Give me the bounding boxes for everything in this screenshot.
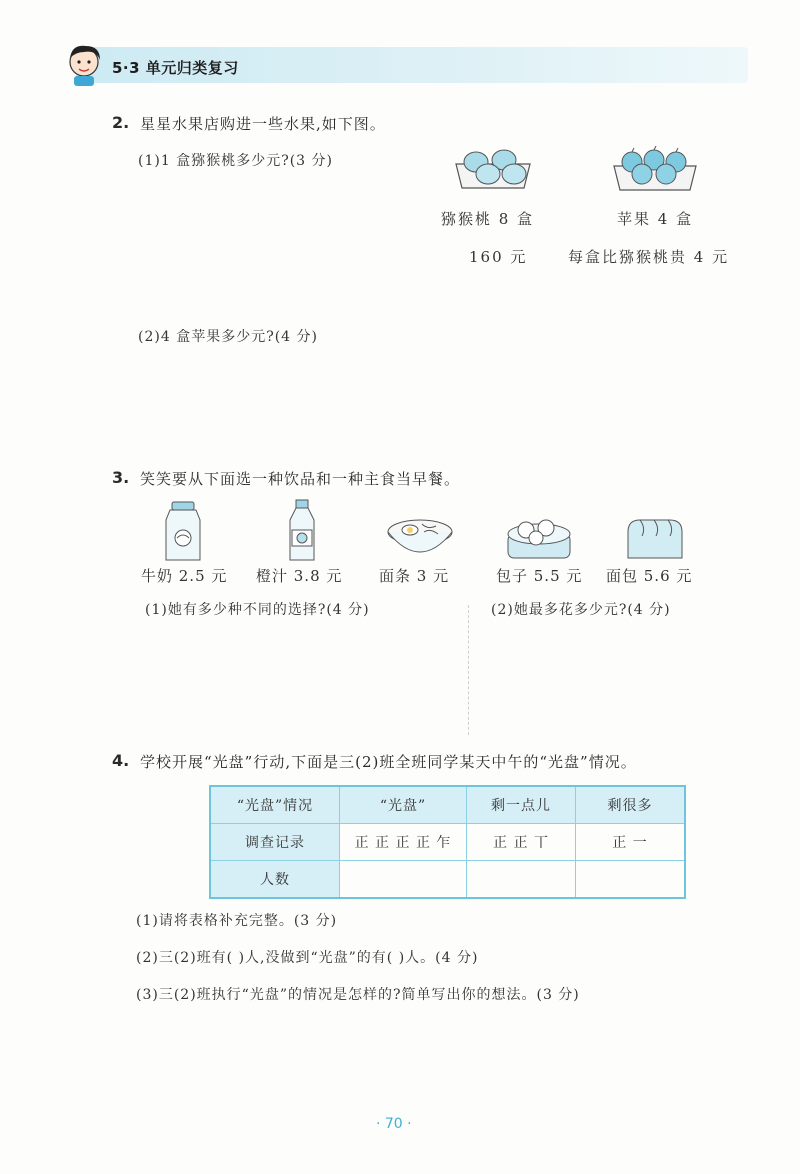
page-number: · 70 ·: [376, 1116, 412, 1132]
milk-bottle-icon: [162, 500, 204, 564]
table-row: [210, 824, 685, 861]
kiwi-box-icon: [452, 146, 534, 192]
apple-box-icon: [610, 142, 700, 194]
q3-sub2: (2)她最多花多少元?(4 分): [491, 602, 671, 618]
kiwi-label: 猕猴桃 8 盒: [441, 210, 535, 228]
q2-text: 星星水果店购进一些水果,如下图。: [140, 115, 386, 133]
q3-number: 3.: [112, 468, 130, 487]
apple-label: 苹果 4 盒: [617, 210, 694, 228]
table-cell: 正 正 正 正 乍: [340, 824, 467, 861]
food-item-juice: 橙汁 3.8 元: [256, 567, 343, 585]
table-header-cell: 剩一点儿: [467, 786, 576, 824]
table-cell-blank[interactable]: [576, 861, 686, 899]
q4-sub1: (1)请将表格补充完整。(3 分): [136, 913, 338, 929]
mascot-icon: [62, 38, 108, 88]
table-header-cell: 剩很多: [576, 786, 686, 824]
q3-sub1: (1)她有多少种不同的选择?(4 分): [145, 602, 370, 618]
header-title: 5·3 单元归类复习: [112, 59, 239, 77]
q2-number: 2.: [112, 113, 130, 132]
q2-sub2: (2)4 盒苹果多少元?(4 分): [138, 329, 318, 345]
food-item-bread: 面包 5.6 元: [606, 567, 693, 585]
noodles-bowl-icon: [384, 512, 456, 562]
apple-price: 每盒比猕猴桃贵 4 元: [568, 248, 730, 266]
bread-loaf-icon: [622, 514, 686, 562]
table-cell-blank[interactable]: [340, 861, 467, 899]
food-item-buns: 包子 5.5 元: [496, 567, 583, 585]
table-cell-blank[interactable]: [467, 861, 576, 899]
q4-sub3: (3)三(2)班执行“光盘”的情况是怎样的?简单写出你的想法。(3 分): [136, 987, 580, 1003]
table-cell: 正 一: [576, 824, 686, 861]
table-header-cell: “光盘”: [340, 786, 467, 824]
table-header-cell: “光盘”情况: [210, 786, 340, 824]
divider-line: [468, 605, 469, 735]
table-row-label: 人数: [210, 861, 340, 899]
q2-sub1: (1)1 盒猕猴桃多少元?(3 分): [138, 153, 333, 169]
table-row-label: 调查记录: [210, 824, 340, 861]
q3-text: 笑笑要从下面选一种饮品和一种主食当早餐。: [140, 470, 461, 488]
q4-number: 4.: [112, 751, 130, 770]
survey-table: [209, 785, 686, 899]
juice-bottle-icon: [284, 498, 320, 564]
food-item-noodles: 面条 3 元: [379, 567, 450, 585]
q4-text: 学校开展“光盘”行动,下面是三(2)班全班同学某天中午的“光盘”情况。: [140, 753, 637, 771]
table-row: [210, 861, 685, 899]
steamed-buns-icon: [504, 512, 574, 564]
food-item-milk: 牛奶 2.5 元: [141, 567, 228, 585]
q4-sub2: (2)三(2)班有( )人,没做到“光盘”的有( )人。(4 分): [136, 950, 479, 966]
kiwi-price: 160 元: [469, 248, 528, 266]
table-cell: 正 正 丅: [467, 824, 576, 861]
table-header-row: [210, 786, 685, 824]
